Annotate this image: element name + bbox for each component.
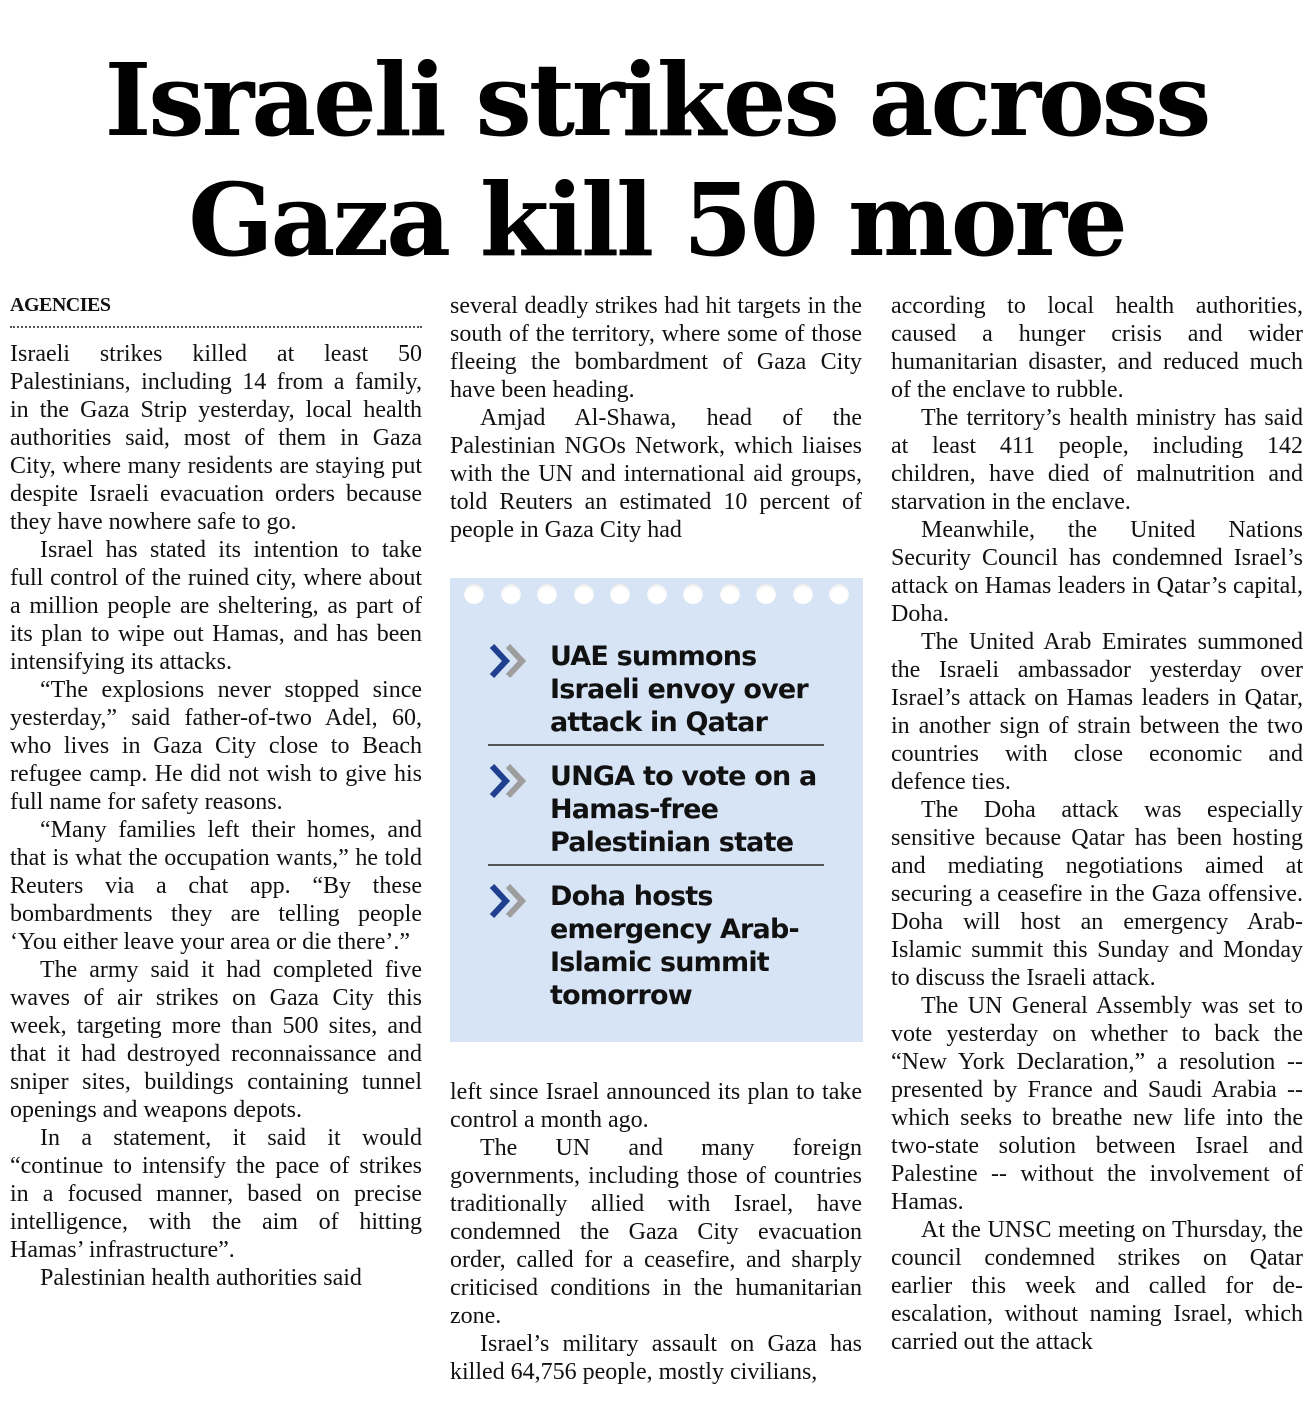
byline: AGENCIES — [10, 292, 422, 328]
paragraph: At the UNSC meeting on Thursday, the council condemned strikes on Qatar earlier this week and called for de-escalation, without naming Israel, which carried out the attack — [891, 1217, 1303, 1355]
paragraph: Palestinian health authorities said — [40, 1265, 362, 1291]
hole-icon — [720, 584, 740, 604]
hole-icon — [537, 584, 557, 604]
hole-icon — [756, 584, 776, 604]
article-column-2-top — [450, 292, 862, 544]
article-column-3 — [891, 292, 1303, 1356]
notepad-holes — [464, 584, 849, 610]
hole-icon — [574, 584, 594, 604]
hole-icon — [683, 584, 703, 604]
headline-line-2: Gaza kill 50 more — [188, 161, 1125, 279]
article-column-2-bottom — [450, 1078, 862, 1386]
paragraph: Israel has stated its intention to take full control of the ruined city, where about a million people are sheltering, as part of its plan to wipe out Hamas, and has been intensifying its attacks. — [10, 537, 422, 675]
paragraph: The territory’s health ministry has said at least 411 people, including 142 children, have died of malnutrition and starvation in the enclave. — [891, 405, 1303, 515]
headline-line-1: Israeli strikes across — [104, 41, 1209, 159]
paragraph: according to local health authorities, caused a hunger crisis and wider humanitarian disaster, and reduced much of the enclave to rubble. — [891, 293, 1303, 403]
hole-icon — [647, 584, 667, 604]
sidebar-item-text: UAE summons Israeli envoy over attack in Qatar — [550, 641, 808, 738]
sidebar-item-text: Doha hosts emergency Arab-Islamic summit tomorrow — [550, 881, 799, 1011]
divider — [488, 744, 824, 746]
double-chevron-icon — [488, 642, 532, 680]
hole-icon — [464, 584, 484, 604]
paragraph: “The explosions never stopped since yesterday,” said father-of-two Adel, 60, who lives in Gaza City close to Beach refugee camp. He did not wish to give his full name for safety reasons. — [10, 677, 422, 815]
paragraph: Israel’s military assault on Gaza has killed 64,756 people, mostly civilians, — [450, 1331, 862, 1385]
paragraph: Israeli strikes killed at least 50 Palestinians, including 14 from a family, in the Gaza Strip yesterday, local health authorities said, most of them in Gaza City, where many residents are staying put despite Israeli evacuation orders because they have nowhere safe to go. — [10, 341, 422, 535]
hole-icon — [793, 584, 813, 604]
paragraph: The UN and many foreign governments, including those of countries traditionally allied with Israel, have condemned the Gaza City evacuation order, called for a ceasefire, and sharply criticised conditions in the humanitarian zone. — [450, 1135, 862, 1329]
paragraph: In a statement, it said it would “continue to intensify the pace of strikes in a focused manner, based on precise intelligence, with the aim of hitting Hamas’ infrastructure”. — [10, 1125, 422, 1263]
paragraph: The Doha attack was especially sensitive because Qatar has been hosting and mediating negotiations aimed at securing a ceasefire in the Gaza offensive. Doha will host an emergency Arab-Islamic summit this Sunday and Monday to discuss the Israeli attack. — [891, 797, 1303, 991]
divider — [488, 864, 824, 866]
double-chevron-icon — [488, 882, 532, 920]
double-chevron-icon — [488, 762, 532, 800]
paragraph: The army said it had completed five waves of air strikes on Gaza City this week, targeting more than 500 sites, and that it had destroyed reconnaissance and sniper sites, buildings containing tunnel openings and weapons depots. — [10, 957, 422, 1123]
paragraph: Meanwhile, the United Nations Security Council has condemned Israel’s attack on Hamas leaders in Qatar’s capital, Doha. — [891, 517, 1303, 627]
sidebar-box — [450, 578, 863, 1042]
hole-icon — [610, 584, 630, 604]
headline — [0, 40, 1313, 280]
paragraph: left since Israel announced its plan to take control a month ago. — [450, 1079, 862, 1133]
sidebar-item-text: UNGA to vote on a Hamas-free Palestinian state — [550, 761, 817, 858]
paragraph: Amjad Al-Shawa, head of the Palestinian NGOs Network, which liaises with the UN and international aid groups, told Reuters an estimated 10 percent of people in Gaza City had — [450, 405, 862, 543]
hole-icon — [501, 584, 521, 604]
paragraph: The United Arab Emirates summoned the Israeli ambassador yesterday over Israel’s attack on Hamas leaders in Qatar, in another sign of strain between the two countries with close economic and defence ties. — [891, 629, 1303, 795]
paragraph: The UN General Assembly was set to vote yesterday on whether to back the “New York Declaration,” a resolution -- presented by France and Saudi Arabia -- which seeks to breathe new life into the two-state solution between Israel and Palestine -- without the involvement of Hamas. — [891, 993, 1303, 1215]
hole-icon — [829, 584, 849, 604]
article-column-1 — [10, 292, 422, 1292]
paragraph: “Many families left their homes, and that is what the occupation wants,” he told Reuters via a chat app. “By these bombardments they are telling people ‘You either leave your area or die there’.” — [10, 817, 422, 955]
paragraph: several deadly strikes had hit targets in the south of the territory, where some of those fleeing the bombardment of Gaza City have been heading. — [450, 293, 862, 403]
